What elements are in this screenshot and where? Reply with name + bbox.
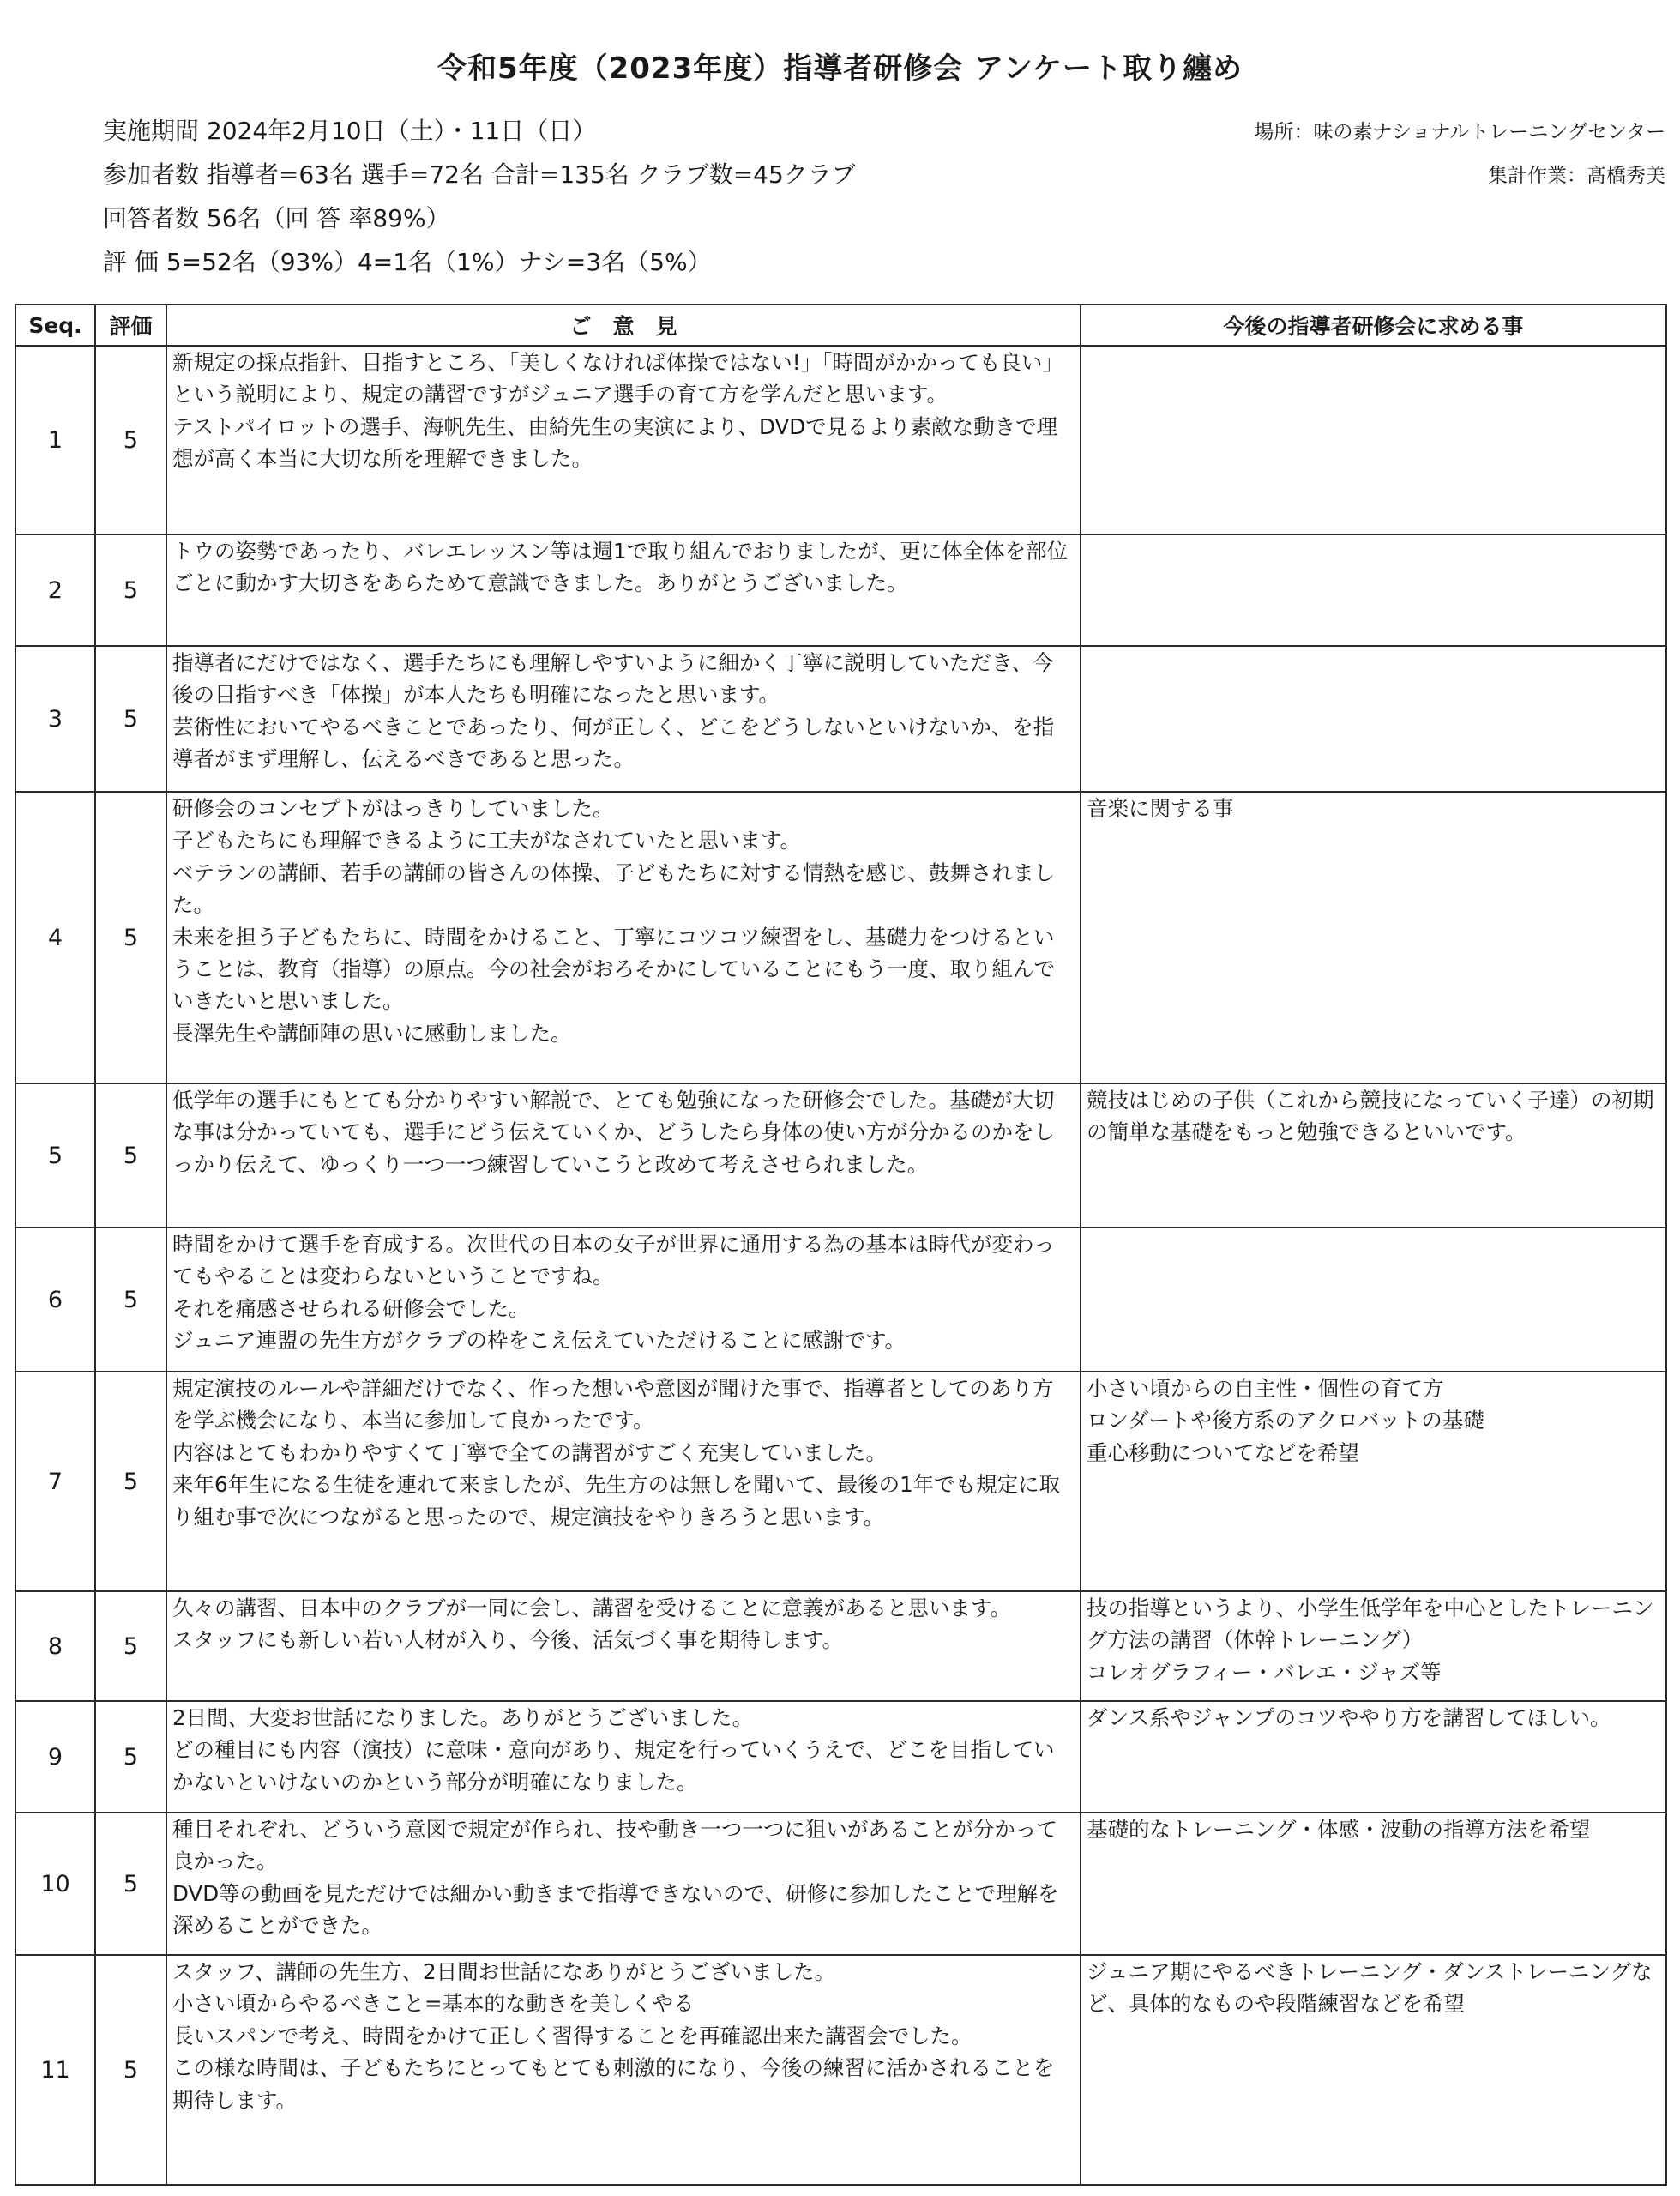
row-rating: 5 xyxy=(95,346,166,534)
row-opinion: 指導者にだけではなく、選手たちにも理解しやすいように細かく丁寧に説明していただき、今後の目指すべき「体操」が本人たちも明確になったと思います。 芸術性においてやるべきことであったり、何が正しく、どこをどうしないといけないか、を指導者がまず理解し、伝えるべきであると思った。 xyxy=(166,646,1081,792)
row-request: ジュニア期にやるべきトレーニング・ダンストレーニングなど、具体的なものや段階練習などを希望 xyxy=(1081,1955,1666,2185)
survey-table xyxy=(15,304,1667,2186)
row-seq: 5 xyxy=(15,1083,95,1228)
row-opinion: トウの姿勢であったり、バレエレッスン等は週1で取り組んでおりましたが、更に体全体を部位ごとに動かす大切さをあらためて意識できました。ありがとうございました。 xyxy=(166,534,1081,646)
header-opinion: ご 意 見 xyxy=(166,305,1081,346)
table-row xyxy=(15,1955,1666,2185)
row-opinion: 低学年の選手にもとても分かりやすい解説で、とても勉強になった研修会でした。基礎が大切な事は分かっていても、選手にどう伝えていくか、どうしたら身体の使い方が分かるのかをしっかり伝えて、ゆっくり一つ一つ練習していこうと改めて考えさせられました。 xyxy=(166,1083,1081,1228)
row-opinion: 2日間、大変お世話になりました。ありがとうございました。 どの種目にも内容（演技）に意味・意向があり、規定を行っていくうえで、どこを目指していかないといけないのかという部分が明確になりました。 xyxy=(166,1701,1081,1813)
row-request: 音楽に関する事 xyxy=(1081,792,1666,1083)
row-request: 技の指導というより、小学生低学年を中心としたトレーニング方法の講習（体幹トレーニング） コレオグラフィー・バレエ・ジャズ等 xyxy=(1081,1591,1666,1701)
document-title: 令和5年度（2023年度）指導者研修会 アンケート取り纏め xyxy=(437,51,1243,86)
row-seq: 1 xyxy=(15,346,95,534)
row-request: ダンス系やジャンプのコツややり方を講習してほしい。 xyxy=(1081,1701,1666,1813)
row-seq: 7 xyxy=(15,1372,95,1591)
table-row xyxy=(15,1372,1666,1591)
table-row xyxy=(15,1813,1666,1955)
header-seq: Seq. xyxy=(15,305,95,346)
table-row xyxy=(15,1083,1666,1228)
row-seq: 8 xyxy=(15,1591,95,1701)
row-rating: 5 xyxy=(95,792,166,1083)
row-request xyxy=(1081,346,1666,534)
row-rating: 5 xyxy=(95,1813,166,1955)
row-request xyxy=(1081,534,1666,646)
meta-compiler: 集計作業：髙橋秀美 xyxy=(1488,165,1665,187)
row-seq: 11 xyxy=(15,1955,95,2185)
table-row xyxy=(15,1701,1666,1813)
row-rating: 5 xyxy=(95,1372,166,1591)
table-header-row xyxy=(15,305,1666,346)
table-row xyxy=(15,346,1666,534)
table-row xyxy=(15,534,1666,646)
meta-location: 場所：味の素ナショナルトレーニングセンター xyxy=(1254,121,1665,143)
row-opinion: スタッフ、講師の先生方、2日間お世話になありがとうございました。 小さい頃からやるべきこと=基本的な動きを美しくやる 長いスパンで考え、時間をかけて正しく習得することを再確認出来た講習会でした。 この様な時間は、子どもたちにとってもとても刺激的になり、今後の練習に活かされることを期待します。 xyxy=(166,1955,1081,2185)
row-seq: 3 xyxy=(15,646,95,792)
row-seq: 2 xyxy=(15,534,95,646)
row-opinion: 研修会のコンセプトがはっきりしていました。 子どもたちにも理解できるように工夫がなされていたと思います。 ベテランの講師、若手の講師の皆さんの体操、子どもたちに対する情熱を感じ、鼓舞されました。 未来を担う子どもたちに、時間をかけること、丁寧にコツコツ練習をし、基礎力をつけるということは、教育（指導）の原点。今の社会がおろそかにしていることにもう一度、取り組んでいきたいと思いました。 長澤先生や講師陣の思いに感動しました。 xyxy=(166,792,1081,1083)
table-row xyxy=(15,1591,1666,1701)
table-row xyxy=(15,646,1666,792)
row-rating: 5 xyxy=(95,1591,166,1701)
row-opinion: 時間をかけて選手を育成する。次世代の日本の女子が世界に通用する為の基本は時代が変わってもやることは変わらないということですね。 それを痛感させられる研修会でした。 ジュニア連盟の先生方がクラブの枠をこえ伝えていただけることに感謝です。 xyxy=(166,1228,1081,1372)
row-seq: 4 xyxy=(15,792,95,1083)
row-request: 競技はじめの子供（これから競技になっていく子達）の初期の簡単な基礎をもっと勉強できるといいです。 xyxy=(1081,1083,1666,1228)
header-rating: 評価 xyxy=(95,305,166,346)
row-seq: 10 xyxy=(15,1813,95,1955)
header-request: 今後の指導者研修会に求める事 xyxy=(1081,305,1666,346)
row-opinion: 種目それぞれ、どういう意図で規定が作られ、技や動き一つ一つに狙いがあることが分かって良かった。 DVD等の動画を見ただけでは細かい動きまで指導できないので、研修に参加したことで理解を深めることができた。 xyxy=(166,1813,1081,1955)
table-row xyxy=(15,1228,1666,1372)
row-request: 小さい頃からの自主性・個性の育て方 ロンダートや後方系のアクロバットの基礎 重心移動についてなどを希望 xyxy=(1081,1372,1666,1591)
meta-participants: 参加者数 指導者=63名 選手=72名 合計=135名 クラブ数=45クラブ xyxy=(103,160,856,189)
meta-period: 実施期間 2024年2月10日（土）・11日（日） xyxy=(103,117,597,145)
table-row xyxy=(15,792,1666,1083)
meta-rating-summary: 評 価 5=52名（93%）4=1名（1%）ナシ=3名（5%） xyxy=(103,248,712,276)
row-opinion: 久々の講習、日本中のクラブが一同に会し、講習を受けることに意義があると思います。 スタッフにも新しい若い人材が入り、今後、活気づく事を期待します。 xyxy=(166,1591,1081,1701)
row-rating: 5 xyxy=(95,1083,166,1228)
row-request xyxy=(1081,1228,1666,1372)
row-seq: 6 xyxy=(15,1228,95,1372)
row-opinion: 新規定の採点指針、目指すところ、「美しくなければ体操ではない!」「時間がかかっても良い」という説明により、規定の講習ですがジュニア選手の育て方を学んだと思います。 テストパイロットの選手、海帆先生、由綺先生の実演により、DVDで見るより素敵な動きで理想が高く本当に大切な所を理解できました。 xyxy=(166,346,1081,534)
row-seq: 9 xyxy=(15,1701,95,1813)
row-rating: 5 xyxy=(95,1955,166,2185)
row-rating: 5 xyxy=(95,1701,166,1813)
row-rating: 5 xyxy=(95,534,166,646)
row-request xyxy=(1081,646,1666,792)
row-rating: 5 xyxy=(95,646,166,792)
row-rating: 5 xyxy=(95,1228,166,1372)
row-opinion: 規定演技のルールや詳細だけでなく、作った想いや意図が聞けた事で、指導者としてのあり方を学ぶ機会になり、本当に参加して良かったです。 内容はとてもわかりやすくて丁寧で全ての講習がすごく充実していました。 来年6年生になる生徒を連れて来ましたが、先生方のは無しを聞いて、最後の1年でも規定に取り組む事で次につながると思ったので、規定演技をやりきろうと思います。 xyxy=(166,1372,1081,1591)
row-request: 基礎的なトレーニング・体感・波動の指導方法を希望 xyxy=(1081,1813,1666,1955)
meta-respondents: 回答者数 56名（回 答 率89%） xyxy=(103,204,450,232)
